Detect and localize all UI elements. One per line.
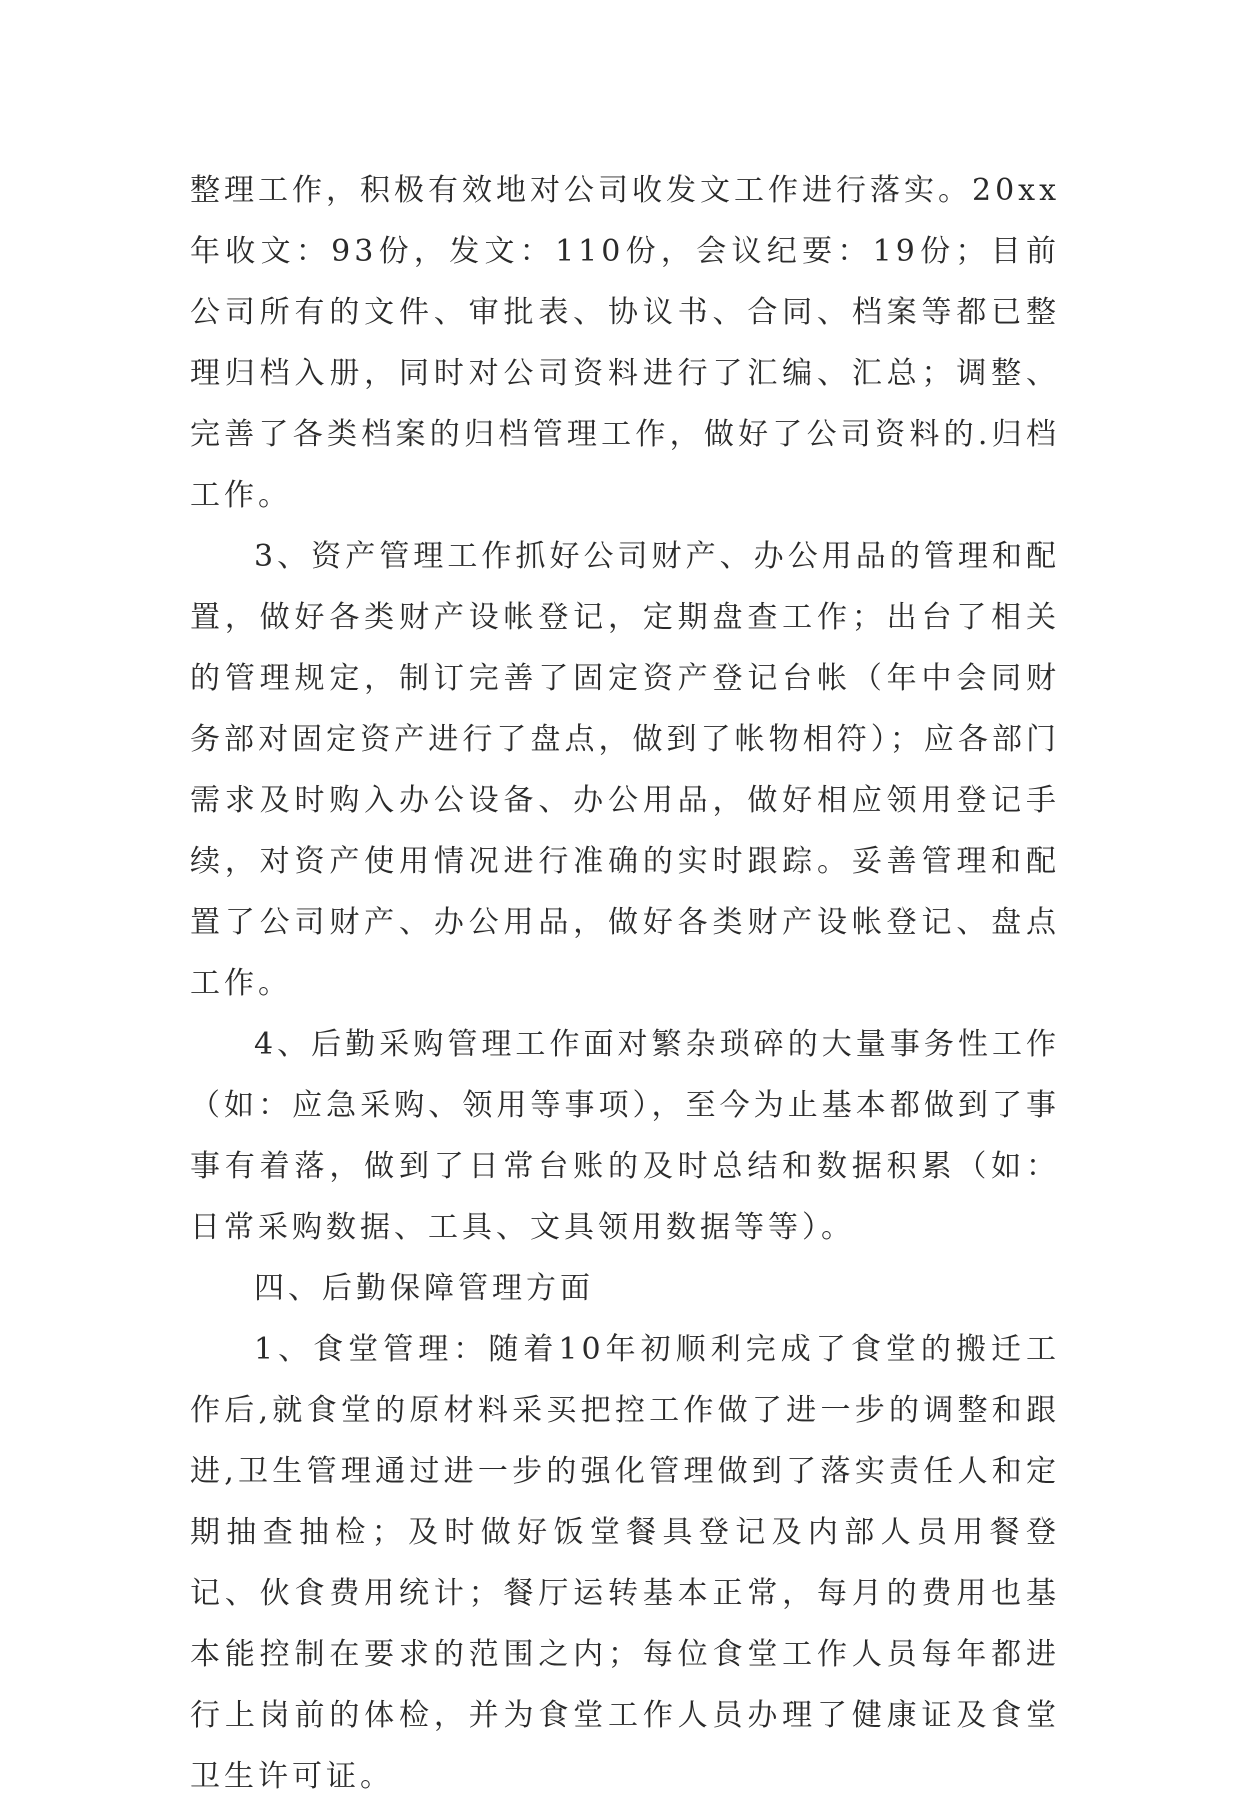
paragraph-canteen-management: 1、食堂管理：随着10年初顺利完成了食堂的搬迁工作后,就食堂的原材料采买把控工作做了进一步的调整和跟进,卫生管理通过进一步的强化管理做到了落实责任人和定期抽查抽检；及时做好饭堂餐具登记及内部人员用餐登记、伙食费用统计；餐厅运转基本正常，每月的费用也基本能控制在要求的范围之内；每位食堂工作人员每年都进行上岗前的体检，并为食堂工作人员办理了健康证及食堂卫生许可证。 bbox=[190, 1332, 1060, 1794]
document-body bbox=[190, 160, 1060, 1807]
paragraph-procurement-management: 4、后勤采购管理工作面对繁杂琐碎的大量事务性工作（如：应急采购、领用等事项），至今为止基本都做到了事事有着落，做到了日常台账的及时总结和数据积累（如：日常采购数据、工具、文具领用数据等等）。 bbox=[190, 1027, 1060, 1245]
paragraph-archive-work: 整理工作，积极有效地对公司收发文工作进行落实。20xx年收文：93份，发文：110份，会议纪要：19份；目前公司所有的文件、审批表、协议书、合同、档案等都已整理归档入册，同时对公司资料进行了汇编、汇总；调整、完善了各类档案的归档管理工作，做好了公司资料的.归档工作。 bbox=[190, 173, 1061, 513]
paragraph-asset-management: 3、资产管理工作抓好公司财产、办公用品的管理和配置，做好各类财产设帐登记，定期盘查工作；出台了相关的管理规定，制订完善了固定资产登记台帐（年中会同财务部对固定资产进行了盘点，做到了帐物相符）；应各部门需求及时购入办公设备、办公用品，做好相应领用登记手续，对资产使用情况进行准确的实时跟踪。妥善管理和配置了公司财产、办公用品，做好各类财产设帐登记、盘点工作。 bbox=[190, 539, 1060, 1001]
section-heading-logistics: 四、后勤保障管理方面 bbox=[254, 1271, 594, 1306]
